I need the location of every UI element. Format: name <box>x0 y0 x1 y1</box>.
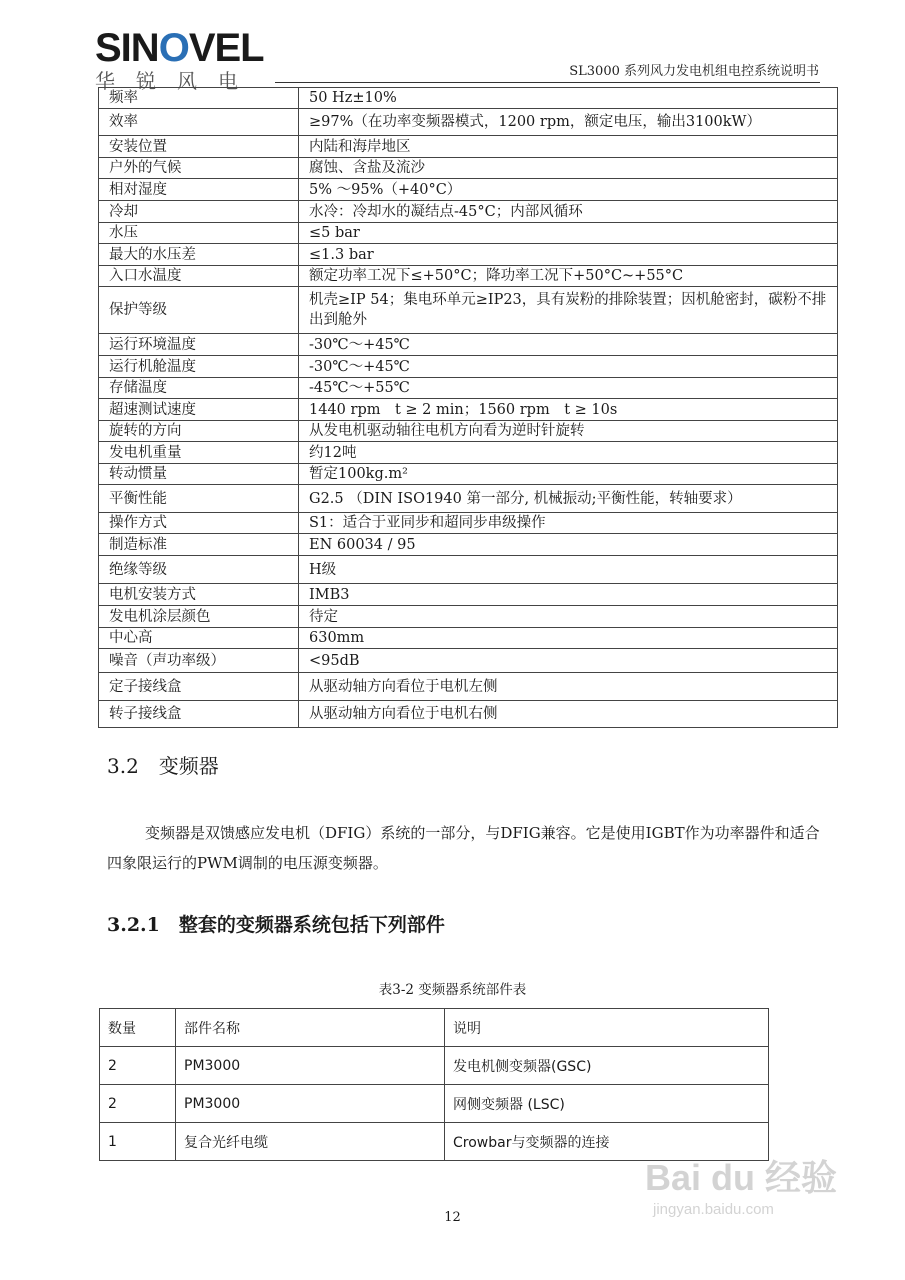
table-row <box>99 378 838 399</box>
table-row <box>99 244 838 266</box>
table-row <box>99 534 838 556</box>
table-row <box>99 701 838 728</box>
spec-label: 转子接线盒 <box>99 701 299 728</box>
table-header-row <box>100 1009 769 1047</box>
table-cell: PM3000 <box>176 1047 445 1085</box>
table-row <box>99 673 838 701</box>
spec-label: 平衡性能 <box>99 485 299 513</box>
document-title: SL3000 系列风力发电机组电控系统说明书 <box>569 64 819 79</box>
spec-label: 操作方式 <box>99 513 299 534</box>
spec-value: G2.5 （DIN ISO1940 第一部分, 机械振动;平衡性能，转轴要求） <box>299 485 838 513</box>
spec-value: 内陆和海岸地区 <box>299 136 838 158</box>
spec-value: 从驱动轴方向看位于电机左侧 <box>299 673 838 701</box>
table-row <box>99 109 838 136</box>
spec-label: 制造标准 <box>99 534 299 556</box>
table-row <box>99 442 838 464</box>
spec-label: 水压 <box>99 223 299 244</box>
spec-value: 约12吨 <box>299 442 838 464</box>
spec-value: -45℃～+55℃ <box>299 378 838 399</box>
table-cell: 复合光纤电缆 <box>176 1123 445 1161</box>
spec-label: 定子接线盒 <box>99 673 299 701</box>
spec-label: 绝缘等级 <box>99 556 299 584</box>
spec-value: 腐蚀、含盐及流沙 <box>299 158 838 179</box>
spec-label: 安装位置 <box>99 136 299 158</box>
header-divider <box>275 82 820 83</box>
spec-label: 发电机重量 <box>99 442 299 464</box>
spec-value: H级 <box>299 556 838 584</box>
spec-label: 效率 <box>99 109 299 136</box>
spec-value: 暂定100kg.m² <box>299 464 838 485</box>
spec-label: 存储温度 <box>99 378 299 399</box>
section-heading: 3.2 变频器 <box>107 754 219 778</box>
table-row <box>99 421 838 442</box>
header-cell: 数量 <box>100 1009 176 1047</box>
table-row <box>99 628 838 649</box>
spec-label: 运行环境温度 <box>99 334 299 356</box>
table-cell: PM3000 <box>176 1085 445 1123</box>
table-row <box>99 334 838 356</box>
spec-label: 发电机涂层颜色 <box>99 606 299 628</box>
table-row <box>99 223 838 244</box>
table-caption: 表3-2 变频器系统部件表 <box>378 982 527 998</box>
spec-value: ≥97%（在功率变频器模式，1200 rpm，额定电压，输出3100kW） <box>299 109 838 136</box>
table-cell: 2 <box>100 1047 176 1085</box>
table-cell: 网侧变频器 (LSC) <box>445 1085 769 1123</box>
spec-value: 50 Hz±10% <box>299 88 838 109</box>
spec-value: 待定 <box>299 606 838 628</box>
table-row <box>99 158 838 179</box>
sinovel-logo: SINOVEL 华锐风电 <box>95 26 264 93</box>
spec-label: 噪音（声功率级） <box>99 649 299 673</box>
spec-value: 水冷：冷却水的凝结点-45°C；内部风循环 <box>299 201 838 223</box>
spec-label: 电机安装方式 <box>99 584 299 606</box>
table-cell: 1 <box>100 1123 176 1161</box>
spec-label: 旋转的方向 <box>99 421 299 442</box>
table-cell: 发电机侧变频器(GSC) <box>445 1047 769 1085</box>
spec-label: 入口水温度 <box>99 266 299 287</box>
spec-value: -30℃～+45℃ <box>299 356 838 378</box>
table-row <box>99 88 838 109</box>
spec-value: ≤1.3 bar <box>299 244 838 266</box>
table-row <box>99 606 838 628</box>
section-paragraph: 变频器是双馈感应发电机（DFIG）系统的一部分，与DFIG兼容。它是使用IGBT作为功率器件和适合四象限运行的PWM调制的电压源变频器。 <box>107 824 820 872</box>
table-row <box>100 1047 769 1085</box>
table-row <box>99 513 838 534</box>
table-row <box>99 464 838 485</box>
table-row <box>99 287 838 334</box>
spec-label: 户外的气候 <box>99 158 299 179</box>
spec-value: S1：适合于亚同步和超同步串级操作 <box>299 513 838 534</box>
spec-label: 中心高 <box>99 628 299 649</box>
spec-value: 从发电机驱动轴往电机方向看为逆时针旋转 <box>299 421 838 442</box>
spec-value: EN 60034 / 95 <box>299 534 838 556</box>
table-row <box>100 1085 769 1123</box>
page-number: 12 <box>444 1210 461 1225</box>
table-row <box>99 201 838 223</box>
baidu-watermark: Bai du 经验 jingyan.baidu.com <box>645 1157 838 1218</box>
spec-label: 转动惯量 <box>99 464 299 485</box>
header-cell: 部件名称 <box>176 1009 445 1047</box>
spec-value: 从驱动轴方向看位于电机右侧 <box>299 701 838 728</box>
spec-value: 1440 rpm t ≥ 2 min；1560 rpm t ≥ 10s <box>299 399 838 421</box>
table-row <box>99 485 838 513</box>
spec-value: 5% ～95%（+40°C） <box>299 179 838 201</box>
spec-value: 机壳≥IP 54；集电环单元≥IP23，具有炭粉的排除装置；因机舱密封，碳粉不排出到舱外 <box>299 287 838 334</box>
table-row <box>99 179 838 201</box>
spec-value: IMB3 <box>299 584 838 606</box>
table-row <box>99 649 838 673</box>
spec-value: 额定功率工况下≤+50°C；降功率工况下+50°C~+55°C <box>299 266 838 287</box>
spec-label: 运行机舱温度 <box>99 356 299 378</box>
table-row <box>99 266 838 287</box>
header-cell: 说明 <box>445 1009 769 1047</box>
table-cell: Crowbar与变频器的连接 <box>445 1123 769 1161</box>
spec-label: 相对湿度 <box>99 179 299 201</box>
spec-label: 保护等级 <box>99 287 299 334</box>
spec-value: -30℃～+45℃ <box>299 334 838 356</box>
spec-value: <95dB <box>299 649 838 673</box>
spec-value: ≤5 bar <box>299 223 838 244</box>
table-row <box>99 136 838 158</box>
table-row <box>99 584 838 606</box>
table-cell: 2 <box>100 1085 176 1123</box>
converter-parts-table <box>99 1008 769 1161</box>
table-row <box>99 356 838 378</box>
spec-label: 最大的水压差 <box>99 244 299 266</box>
spec-label: 冷却 <box>99 201 299 223</box>
spec-label: 超速测试速度 <box>99 399 299 421</box>
subsection-heading: 3.2.1 整套的变频器系统包括下列部件 <box>107 914 445 936</box>
spec-label: 频率 <box>99 88 299 109</box>
generator-spec-table <box>98 87 838 728</box>
table-row <box>99 556 838 584</box>
spec-value: 630mm <box>299 628 838 649</box>
table-row <box>99 399 838 421</box>
